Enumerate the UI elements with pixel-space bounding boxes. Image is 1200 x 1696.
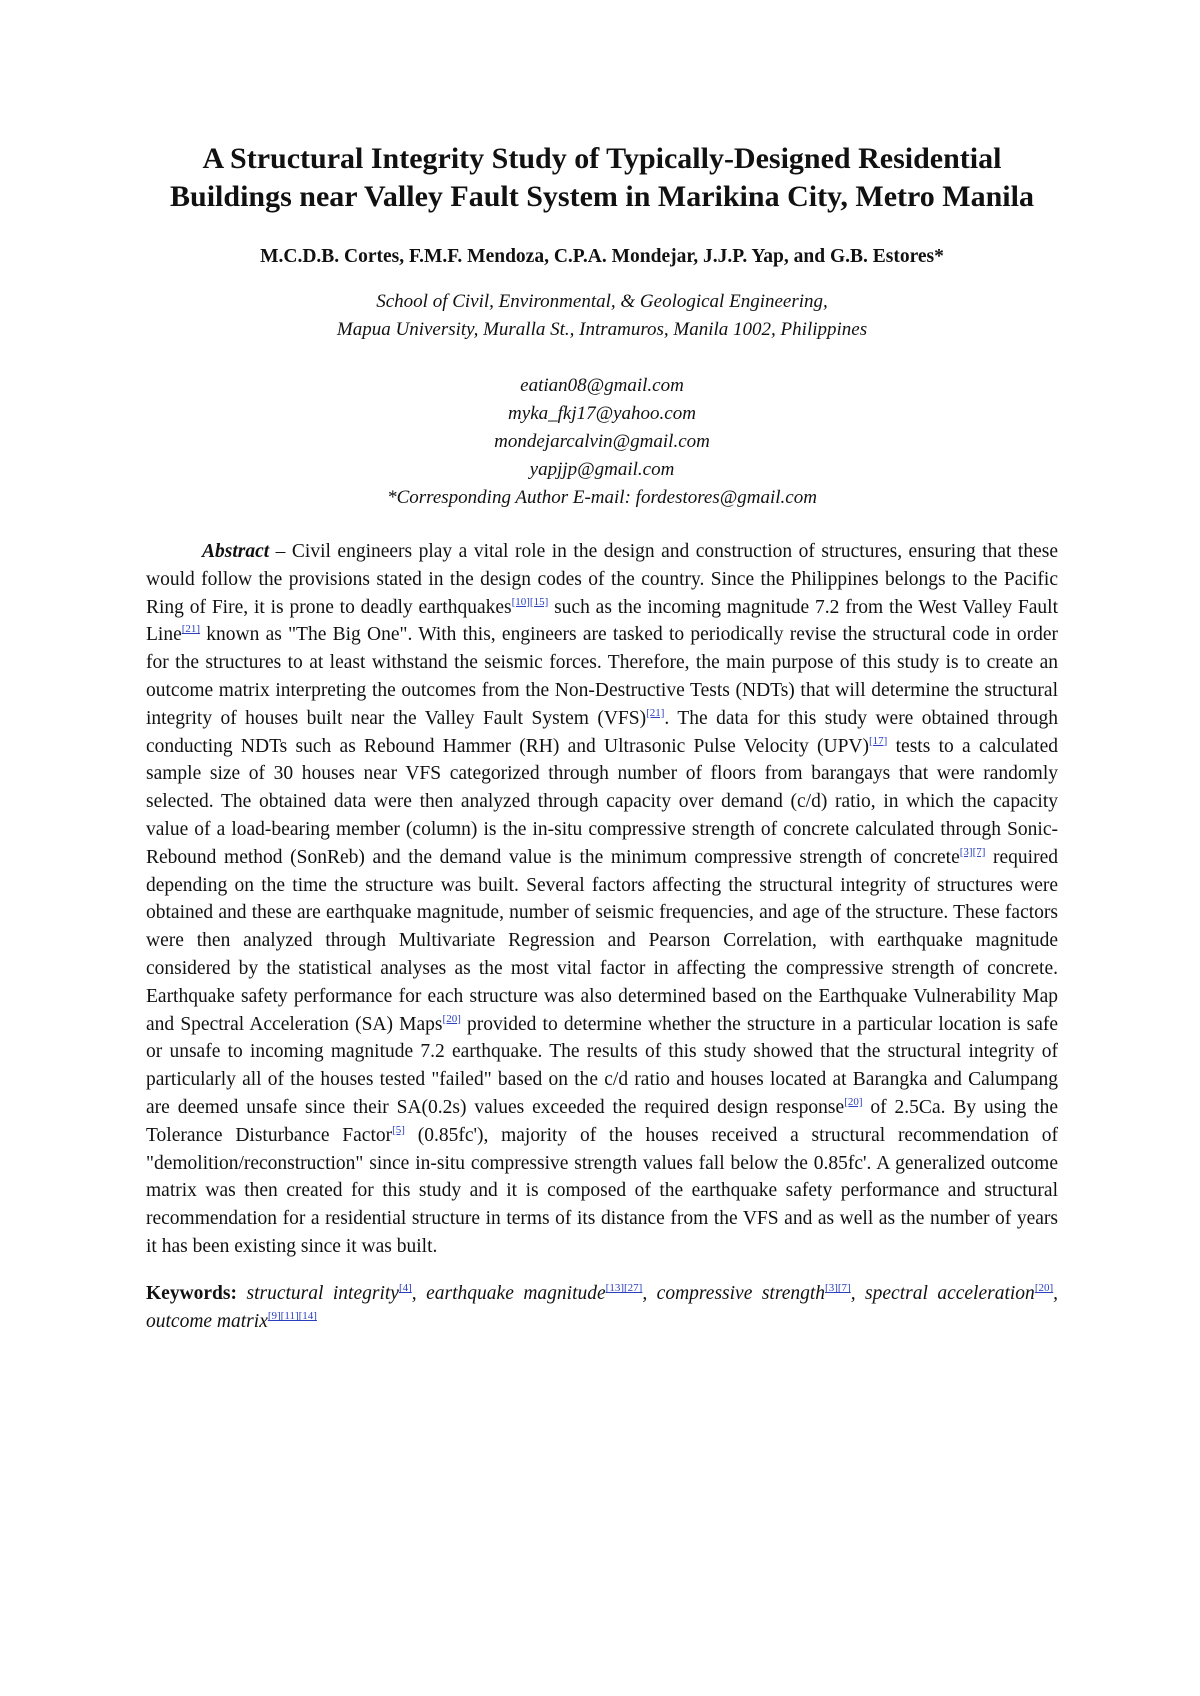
keyword: , compressive strength — [642, 1283, 826, 1305]
email-list — [146, 372, 1058, 512]
keyword: , outcome matrix — [146, 1283, 1059, 1333]
paper-title: A Structural Integrity Study of Typically-Designed Residential Buildings near Valley Fault System in Marikina City, Metro Manila — [170, 142, 1034, 213]
keyword: structural integrity — [237, 1283, 399, 1305]
affiliation-line-2: Mapua University, Muralla St., Intramuros, Manila 1002, Philippines — [336, 319, 868, 340]
abstract-text: – Civil engineers play a vital role in the design and construction of structures, ensuring that these would follow the provisions stated in the design codes of the country. Since the Philippines belongs to the Pacific Ring of Fire, it is prone to deadly earthquakes — [146, 541, 1058, 618]
email-1[interactable]: eatian08@gmail.com — [520, 375, 684, 396]
corresponding-author-email[interactable]: *Corresponding Author E-mail: fordestores@gmail.com — [387, 487, 817, 508]
abstract-label: Abstract — [202, 541, 270, 562]
citation-link[interactable]: [3][7] — [825, 1282, 851, 1295]
paper-page — [146, 140, 1058, 1355]
citation-link[interactable]: [21] — [646, 706, 665, 719]
affiliation — [146, 288, 1058, 344]
abstract-text: tests to a calculated sample size of 30 houses near VFS categorized through number of floors from barangays that were randomly selected. The obtained data were then analyzed through capacity over demand (c/d) ratio, in which the capacity value of a load-bearing member (column) is the in-situ compressive strength of concrete calculated through Sonic-Rebound method (SonReb) and the demand value is the minimum compressive strength of concrete — [146, 735, 1058, 868]
email-2[interactable]: myka_fkj17@yahoo.com — [508, 403, 696, 424]
email-4[interactable]: yapjjp@gmail.com — [529, 459, 675, 480]
abstract-text: . The data for this study were obtained through conducting NDTs such as Rebound Hammer (RH) and Ultrasonic Pulse Velocity (UPV) — [146, 707, 1058, 757]
citation-link[interactable]: [20] — [844, 1095, 863, 1108]
author-list: M.C.D.B. Cortes, F.M.F. Mendoza, C.P.A. Mondejar, J.J.P. Yap, and G.B. Estores* — [260, 246, 944, 267]
abstract-text: such as the incoming magnitude 7.2 from the West Valley Fault Line — [146, 596, 1058, 646]
keyword: , spectral acceleration — [850, 1283, 1035, 1305]
citation-link[interactable]: [13][27] — [605, 1282, 643, 1295]
citation-link[interactable]: [17] — [869, 734, 888, 747]
citation-link[interactable]: [10][15] — [511, 595, 549, 608]
abstract-text: provided to determine whether the structure in a particular location is safe or unsafe to incoming magnitude 7.2 earthquake. The results of this study showed that the structural integrity of particularly all of the houses tested "failed" based on the c/d ratio and houses located at Barangka and Calumpang are deemed unsafe since their SA(0.2s) values exceeded the required design response — [146, 1013, 1058, 1118]
keyword: , earthquake magnitude — [411, 1283, 606, 1305]
keywords-label: Keywords: — [146, 1283, 237, 1305]
citation-link[interactable]: [5] — [392, 1123, 405, 1136]
citation-link[interactable]: [21] — [181, 623, 201, 636]
citation-link[interactable]: [9][11][14] — [267, 1310, 317, 1323]
abstract — [146, 538, 1058, 1261]
affiliation-line-1: School of Civil, Environmental, & Geological Engineering, — [376, 291, 828, 312]
email-3[interactable]: mondejarcalvin@gmail.com — [494, 431, 710, 452]
citation-link[interactable]: [20] — [1034, 1282, 1054, 1295]
abstract-text: (0.85fc'), majority of the houses received a structural recommendation of "demolition/reconstruction" since in-situ compressive strength values fall below the 0.85fc'. A generalized outcome matrix was then created for this study and it is composed of the earthquake safety performance and structural recommendation for a residential structure in terms of its distance from the VFS and as well as the number of years it has been existing since it was built. — [146, 1124, 1058, 1257]
abstract-text: known as "The Big One". With this, engineers are tasked to periodically revise the structural code in order for the structures to at least withstand the seismic forces. Therefore, the main purpose of this study is to create an outcome matrix interpreting the outcomes from the Non-Destructive Tests (NDTs) that will determine the structural integrity of houses built near the Valley Fault System (VFS) — [146, 624, 1058, 729]
abstract-text: of 2.5Ca. By using the Tolerance Disturbance Factor — [146, 1096, 1059, 1146]
citation-link[interactable]: [3][7] — [959, 845, 986, 858]
keywords — [146, 1280, 1058, 1336]
abstract-text: required depending on the time the structure was built. Several factors affecting the structural integrity of structures were obtained and these are earthquake magnitude, number of seismic frequencies, and age of the structure. These factors were then analyzed through Multivariate Regression and Pearson Correlation, with earthquake magnitude considered by the statistical analyses as the most vital factor in affecting the compressive strength of concrete. Earthquake safety performance for each structure was also determined based on the Earthquake Vulnerability Map and Spectral Acceleration (SA) Maps — [146, 846, 1058, 1035]
citation-link[interactable]: [4] — [398, 1282, 412, 1295]
citation-link[interactable]: [20] — [442, 1012, 461, 1025]
